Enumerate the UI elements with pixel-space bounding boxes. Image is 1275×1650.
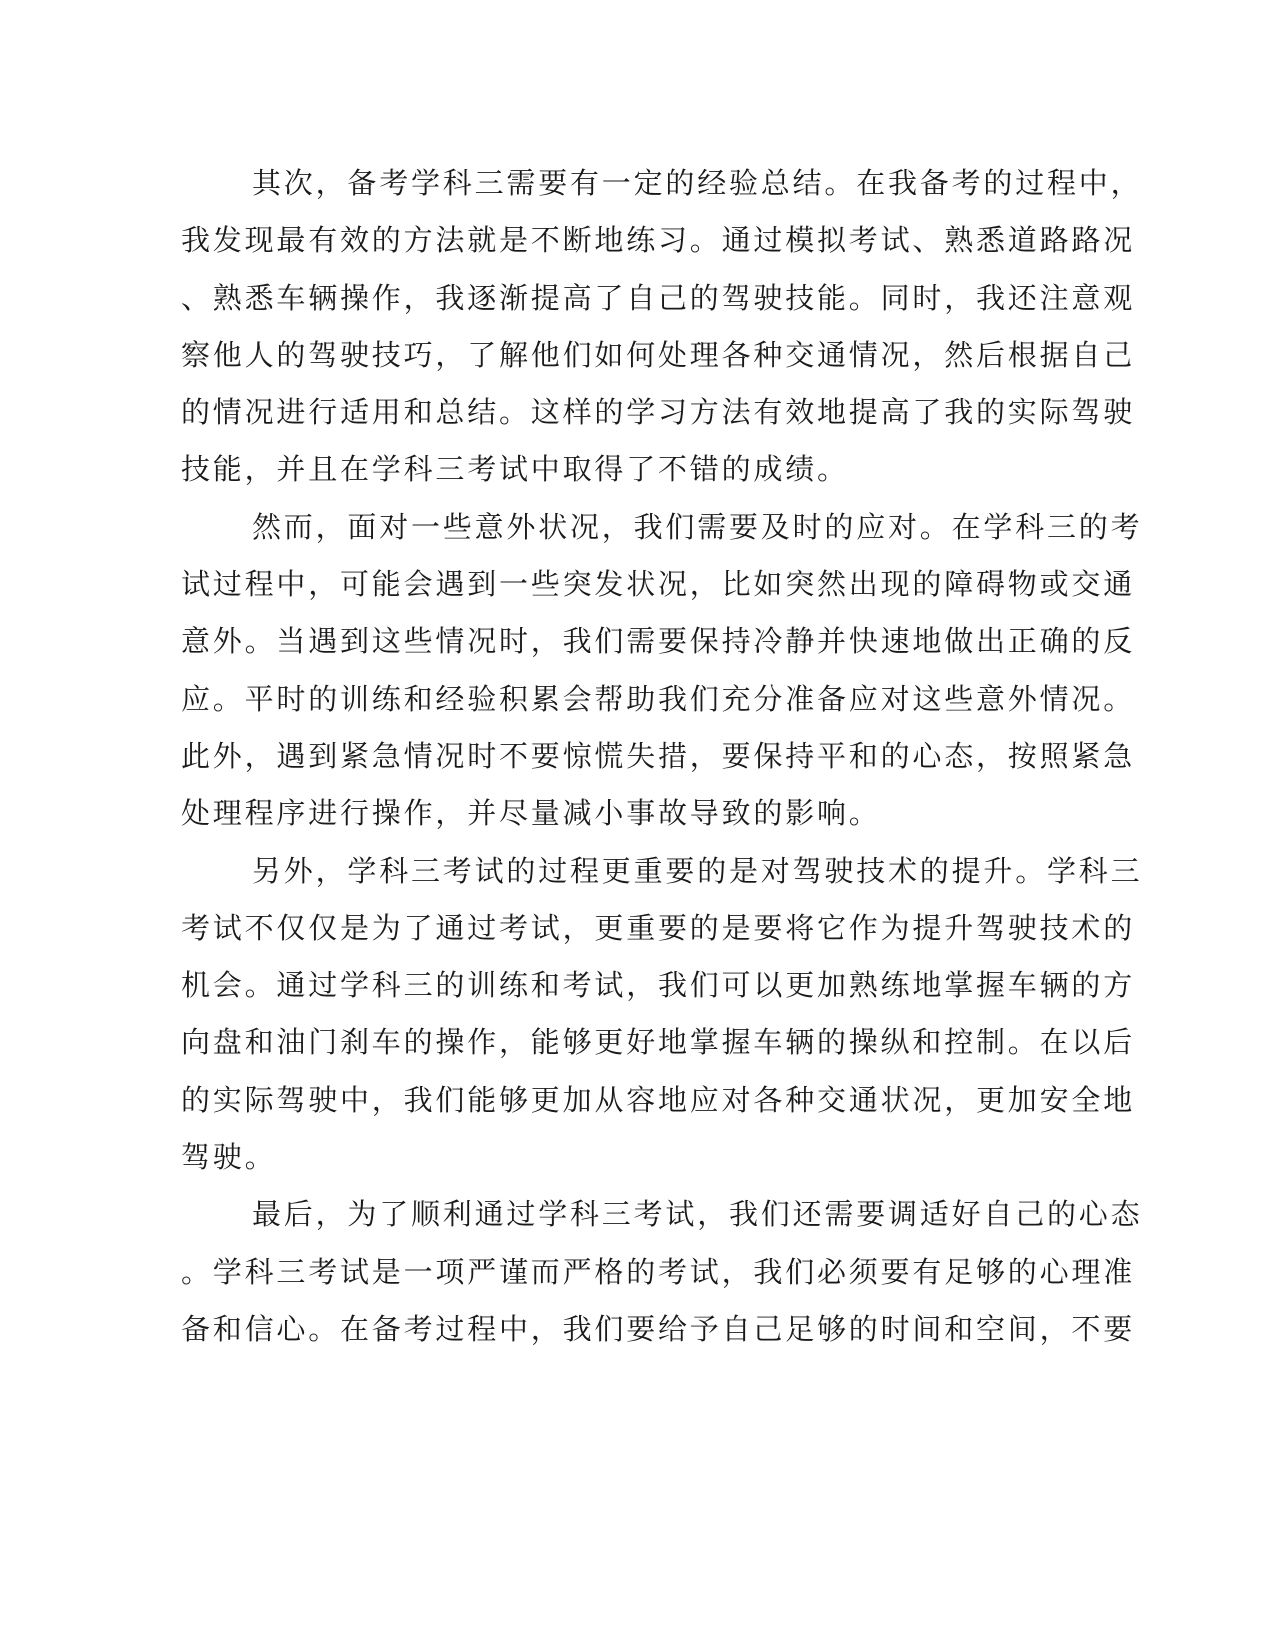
text-line: 机会。通过学科三的训练和考试，我们可以更加熟练地掌握车辆的方 bbox=[181, 968, 1136, 1003]
text-line: 其次，备考学科三需要有一定的经验总结。在我备考的过程中， bbox=[252, 166, 1143, 200]
text-line: 的情况进行适用和总结。这样的学习方法有效地提高了我的实际驾驶 bbox=[181, 395, 1136, 430]
text-line: 。学科三考试是一项严谨而严格的考试，我们必须要有足够的心理准 bbox=[181, 1254, 1136, 1289]
text-line: 应。平时的训练和经验积累会帮助我们充分准备应对这些意外情况。 bbox=[181, 681, 1136, 716]
text-line: 然而，面对一些意外状况，我们需要及时的应对。在学科三的考 bbox=[252, 509, 1143, 544]
text-line: 我发现最有效的方法就是不断地练习。通过模拟考试、熟悉道路路况 bbox=[181, 223, 1136, 258]
paragraph-skill-improvement bbox=[181, 848, 1143, 1192]
text-line: 、熟悉车辆操作，我逐渐提高了自己的驾驶技能。同时，我还注意观 bbox=[181, 280, 1136, 315]
text-line: 考试不仅仅是为了通过考试，更重要的是要将它作为提升驾驶技术的 bbox=[181, 910, 1136, 945]
text-line: 备和信心。在备考过程中，我们要给予自己足够的时间和空间，不要 bbox=[181, 1311, 1136, 1346]
paragraph-experience bbox=[181, 160, 1143, 504]
text-line: 意外。当遇到这些情况时，我们需要保持冷静并快速地做出正确的反 bbox=[181, 624, 1136, 659]
text-line: 处理程序进行操作，并尽量减小事故导致的影响。 bbox=[181, 796, 881, 831]
document-body bbox=[181, 160, 1143, 1363]
paragraph-mindset bbox=[181, 1191, 1143, 1363]
text-line: 技能，并且在学科三考试中取得了不错的成绩。 bbox=[181, 452, 849, 487]
text-line: 此外，遇到紧急情况时不要惊慌失措，要保持平和的心态，按照紧急 bbox=[181, 738, 1136, 773]
text-line: 试过程中，可能会遇到一些突发状况，比如突然出现的障碍物或交通 bbox=[181, 567, 1136, 602]
text-line: 驾驶。 bbox=[181, 1140, 277, 1175]
text-line: 最后，为了顺利通过学科三考试，我们还需要调适好自己的心态 bbox=[252, 1197, 1143, 1232]
text-line: 察他人的驾驶技巧，了解他们如何处理各种交通情况，然后根据自己 bbox=[181, 337, 1136, 372]
text-line: 的实际驾驶中，我们能够更加从容地应对各种交通状况，更加安全地 bbox=[181, 1082, 1136, 1117]
text-line: 向盘和油门刹车的操作，能够更好地掌握车辆的操纵和控制。在以后 bbox=[181, 1025, 1136, 1060]
paragraph-emergencies bbox=[181, 504, 1143, 848]
text-line: 另外，学科三考试的过程更重要的是对驾驶技术的提升。学科三 bbox=[252, 853, 1143, 888]
